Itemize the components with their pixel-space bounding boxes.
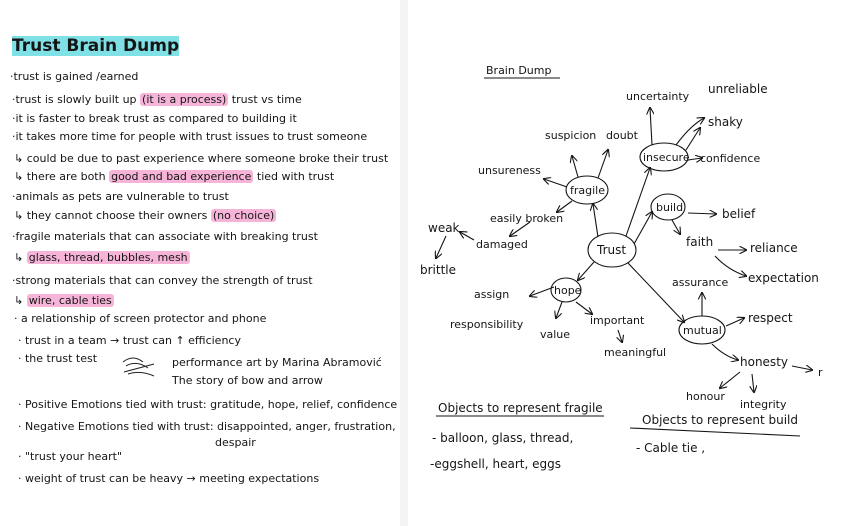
trust-center-node: Trust <box>597 243 627 257</box>
map-word: assign <box>474 288 510 301</box>
map-word: unreliable <box>708 82 768 96</box>
notes-page <box>0 0 400 526</box>
note-line <box>14 170 334 183</box>
note-line <box>18 334 241 347</box>
map-word: doubt <box>606 129 638 142</box>
map-word: honesty <box>740 355 788 369</box>
negative-emotions: · Negative Emotions tied with trust: disappointed, anger, frustration, <box>18 420 396 433</box>
note-text: ·it takes more time for people with trust issues to trust someone <box>12 130 368 143</box>
note-line <box>14 251 190 264</box>
notes-title: Trust Brain Dump <box>12 36 180 56</box>
fragile-objects-list: -eggshell, heart, eggs <box>430 457 561 471</box>
map-word: r <box>818 366 823 379</box>
map-word: reliance <box>750 241 798 255</box>
note-text: ↳ could be due to past experience where someone broke their trust <box>14 152 389 165</box>
note-text: ·animals as pets are vulnerable to trust <box>12 190 229 203</box>
weight-line: · weight of trust can be heavy → meeting expectations <box>18 472 320 485</box>
build-node: build <box>656 201 684 214</box>
note-text: ·trust is gained /earned <box>10 70 139 83</box>
highlighted-phrase: (no choice) <box>212 209 275 222</box>
note-text: ·it is faster to break trust as compared to building it <box>12 112 297 125</box>
trust-test-note: The story of bow and arrow <box>172 374 323 387</box>
note-line <box>12 93 302 106</box>
note-text: ↳ <box>14 294 27 307</box>
trust-heart-line: · "trust your heart" <box>18 450 123 463</box>
note-text: · the trust test <box>18 352 98 365</box>
map-word: integrity <box>740 398 787 411</box>
map-word: expectation <box>748 271 819 285</box>
note-line <box>14 209 276 222</box>
highlighted-phrase: glass, thread, bubbles, mesh <box>28 251 188 264</box>
trust-test-note: performance art by Marina Abramović <box>172 356 382 369</box>
fragile-node: fragile <box>570 184 605 197</box>
map-word: shaky <box>708 115 743 129</box>
note-text: · trust in a team → trust can ↑ efficiency <box>18 334 241 347</box>
map-word: uncertainty <box>626 90 690 103</box>
note-text: trust vs time <box>228 93 302 106</box>
note-text: ↳ they cannot choose their owners <box>14 209 211 222</box>
note-text: · a relationship of screen protector and phone <box>14 312 267 325</box>
note-text: ·fragile materials that can associate with breaking trust <box>12 230 318 243</box>
note-text: ↳ there are both <box>14 170 110 183</box>
note-line <box>14 312 266 325</box>
page-gutter <box>400 0 408 526</box>
map-word: brittle <box>420 263 457 277</box>
positive-emotions: · Positive Emotions tied with trust: gratitude, hope, relief, confidence <box>18 398 398 411</box>
mind-map <box>408 0 850 526</box>
fragile-objects-list: - balloon, glass, thread, <box>432 431 574 445</box>
map-word: easily broken <box>490 212 564 225</box>
negative-emotions-cont: despair <box>215 436 256 449</box>
build-objects-heading: Objects to represent build <box>642 413 798 427</box>
bow-arrow-sketch <box>118 352 178 382</box>
note-line <box>12 190 229 203</box>
map-title: Brain Dump <box>486 64 552 77</box>
build-objects-list: - Cable tie , <box>636 441 706 455</box>
note-text: ·strong materials that can convey the strength of trust <box>12 274 313 287</box>
map-word: responsibility <box>450 318 524 331</box>
map-word: damaged <box>476 238 528 251</box>
hope-node: hope <box>554 284 582 297</box>
note-text: ·trust is slowly built up <box>12 93 141 106</box>
fragile-objects-heading: Objects to represent fragile <box>438 401 603 415</box>
note-line <box>10 70 138 83</box>
map-word: suspicion <box>545 129 597 142</box>
insecure-node: insecure <box>643 151 690 164</box>
map-word: meaningful <box>604 346 667 359</box>
map-word: belief <box>722 207 756 221</box>
highlighted-phrase: wire, cable ties <box>28 294 112 307</box>
map-word: weak <box>428 221 460 235</box>
note-line <box>12 130 367 143</box>
mutual-node: mutual <box>683 324 722 337</box>
highlighted-phrase: good and bad experience <box>111 170 252 183</box>
note-line <box>18 352 97 365</box>
map-word: confidence <box>700 152 761 165</box>
note-line <box>14 294 114 307</box>
map-word: assurance <box>672 276 729 289</box>
highlighted-phrase: (it is a process) <box>142 93 227 106</box>
note-line <box>12 274 313 287</box>
map-word: unsureness <box>478 164 541 177</box>
note-text: ↳ <box>14 251 27 264</box>
note-line <box>12 112 297 125</box>
mindmap-page <box>408 0 850 526</box>
note-line <box>14 152 388 165</box>
map-word: respect <box>748 311 793 325</box>
map-word: faith <box>686 235 714 249</box>
map-word: important <box>590 314 645 327</box>
note-line <box>12 230 318 243</box>
map-word: value <box>540 328 571 341</box>
map-word: honour <box>686 390 725 403</box>
note-text: tied with trust <box>253 170 335 183</box>
